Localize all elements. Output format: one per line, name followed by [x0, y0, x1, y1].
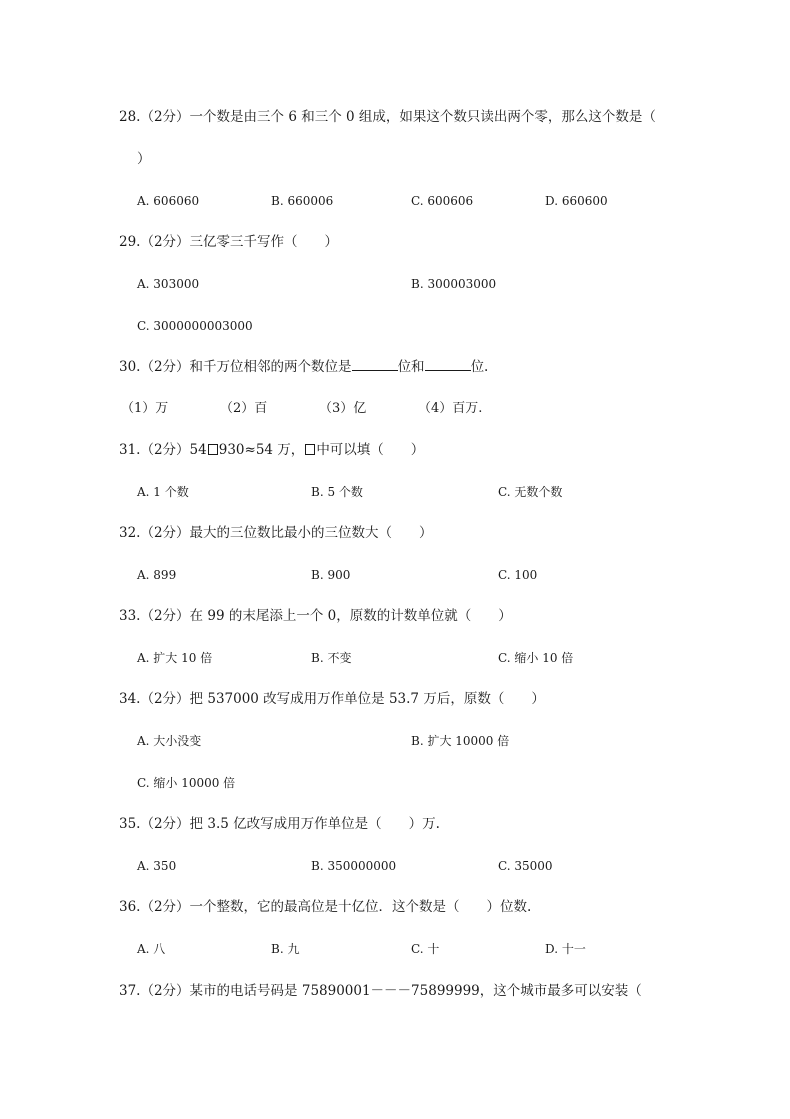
blank-square-icon	[305, 444, 315, 455]
q31-stem-part3: 中可以填（ ）	[316, 442, 425, 458]
q30-blank-2[interactable]	[425, 358, 471, 371]
q28-option-d[interactable]: D. 660600	[545, 194, 608, 208]
q31-option-c[interactable]: C. 无数个数	[498, 485, 563, 499]
q28-option-b[interactable]: B. 660006	[271, 194, 334, 208]
blank-square-icon	[208, 444, 218, 455]
q31-option-a[interactable]: A. 1 个数	[137, 485, 189, 499]
q30-option-4[interactable]: （4）百万.	[418, 401, 483, 416]
q30-blank-1[interactable]	[352, 358, 398, 371]
question-32-stem: 32.（2分）最大的三位数比最小的三位数大（ ）	[119, 525, 433, 541]
question-33-stem: 33.（2分）在 99 的末尾添上一个 0，原数的计数单位就（ ）	[119, 608, 512, 624]
question-31-stem	[119, 441, 424, 459]
q34-option-a[interactable]: A. 大小没变	[137, 734, 202, 748]
q35-option-a[interactable]: A. 350	[137, 859, 177, 873]
q30-stem-part3: 位.	[470, 359, 489, 375]
q32-option-a[interactable]: A. 899	[137, 568, 177, 582]
q36-option-a[interactable]: A. 八	[137, 942, 166, 956]
question-35-stem: 35.（2分）把 3.5 亿改写成用万作单位是（ ）万.	[119, 816, 440, 832]
q30-option-3[interactable]: （3）亿	[319, 401, 367, 416]
question-34-stem: 34.（2分）把 537000 改写成用万作单位是 53.7 万后，原数（ ）	[119, 691, 545, 707]
q32-option-b[interactable]: B. 900	[311, 568, 351, 582]
q31-stem-part1: 31.（2分）54	[119, 442, 207, 458]
q33-option-c[interactable]: C. 缩小 10 倍	[498, 651, 574, 665]
q33-option-a[interactable]: A. 扩大 10 倍	[137, 651, 213, 665]
question-28-stem-continuation: ）	[137, 151, 151, 167]
q36-option-c[interactable]: C. 十	[411, 942, 440, 956]
question-36-stem: 36.（2分）一个整数，它的最高位是十亿位．这个数是（ ）位数.	[119, 899, 532, 915]
q34-option-b[interactable]: B. 扩大 10000 倍	[411, 734, 510, 748]
q29-option-a[interactable]: A. 303000	[137, 277, 200, 291]
q32-option-c[interactable]: C. 100	[498, 568, 538, 582]
q30-option-2[interactable]: （2）百	[220, 401, 268, 416]
question-37-stem: 37.（2分）某市的电话号码是 75890001－－－75899999，这个城市最多可以安装（	[119, 983, 642, 999]
q29-option-b[interactable]: B. 300003000	[411, 277, 497, 291]
question-29-stem: 29.（2分）三亿零三千写作（ ）	[119, 234, 339, 250]
q30-option-1[interactable]: （1）万	[121, 401, 169, 416]
q28-option-a[interactable]: A. 606060	[137, 194, 200, 208]
q31-option-b[interactable]: B. 5 个数	[311, 485, 363, 499]
q36-option-d[interactable]: D. 十一	[545, 942, 586, 956]
q35-option-b[interactable]: B. 350000000	[311, 859, 397, 873]
q33-option-b[interactable]: B. 不变	[311, 651, 352, 665]
q30-stem-part1: 30.（2分）和千万位相邻的两个数位是	[119, 359, 352, 375]
q35-option-c[interactable]: C. 35000	[498, 859, 553, 873]
question-28-stem: 28.（2分）一个数是由三个 6 和三个 0 组成，如果这个数只读出两个零，那么这个数是（	[119, 109, 656, 125]
q31-stem-part2: 930≈54 万，	[218, 442, 305, 458]
question-30-stem	[119, 358, 488, 376]
q36-option-b[interactable]: B. 九	[271, 942, 300, 956]
q30-stem-part2: 位和	[397, 359, 425, 375]
q28-option-c[interactable]: C. 600606	[411, 194, 474, 208]
q34-option-c[interactable]: C. 缩小 10000 倍	[137, 776, 236, 790]
q29-option-c[interactable]: C. 3000000003000	[137, 319, 253, 333]
